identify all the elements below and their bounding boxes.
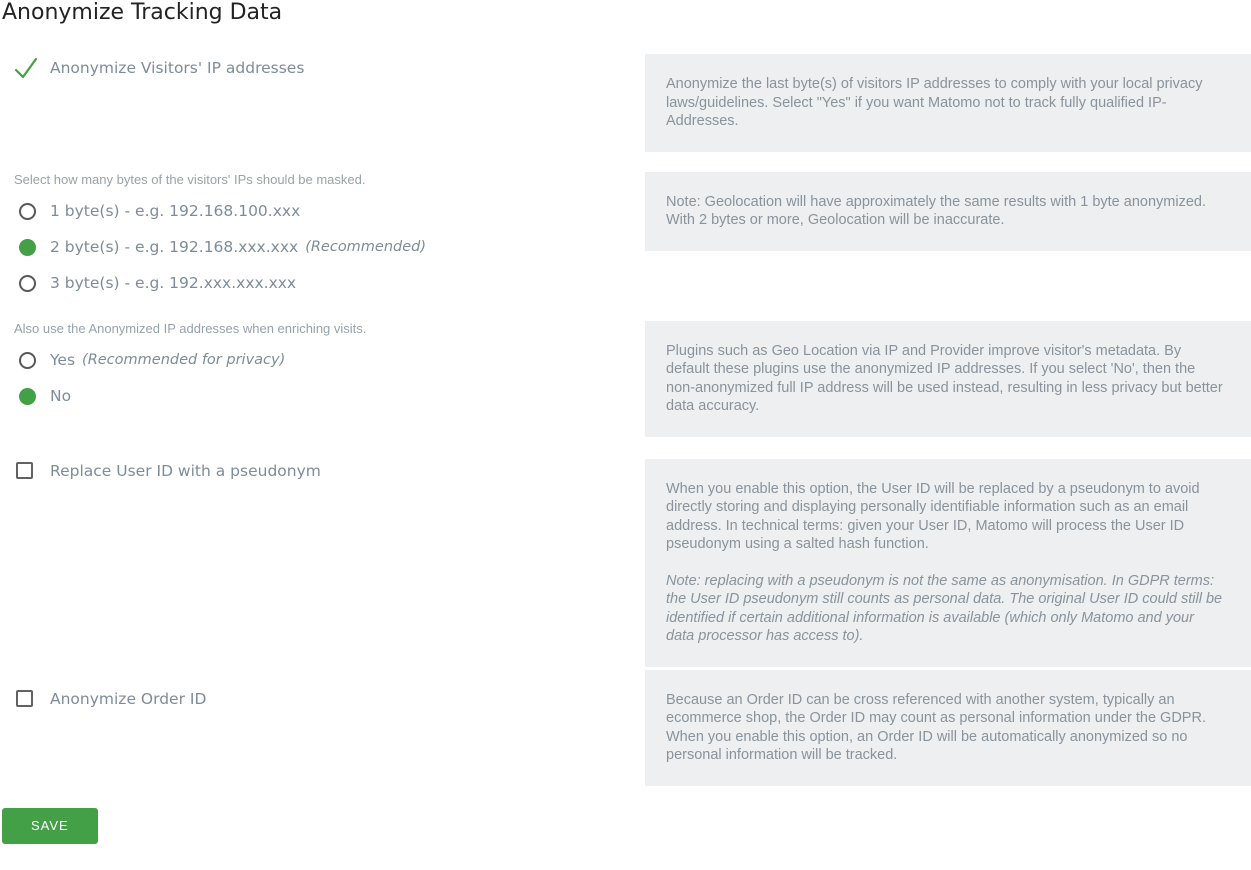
field-pseudonymize-user-id bbox=[0, 459, 1251, 667]
radio-icon[interactable] bbox=[19, 275, 36, 292]
checkbox-anonymize-ip-label: Anonymize Visitors' IP addresses bbox=[50, 59, 305, 77]
help-text: Plugins such as Geo Location via IP and Provider improve visitor's metadata. By default these plugins use the anonymized IP addresses. If you select 'No', then the non-anonymized full IP address will be used instead, resulting in less privacy but better data accuracy. bbox=[666, 342, 1223, 414]
field-mask-bytes bbox=[0, 172, 1251, 293]
checkbox-icon[interactable] bbox=[16, 690, 33, 707]
help-note-text: Note: replacing with a pseudonym is not the same as anonymisation. In GDPR terms: the User ID pseudonym still counts as personal data. The original User ID could still be identified if certain additional information is available (which only Matomo and your data processor has access to). bbox=[666, 572, 1223, 644]
check-icon bbox=[14, 57, 38, 79]
field-anonymize-ip bbox=[0, 54, 1251, 152]
help-mask-bytes bbox=[645, 172, 1251, 251]
page-title: Anonymize Tracking Data bbox=[2, 0, 283, 25]
radio-icon[interactable] bbox=[19, 352, 36, 369]
radio-mask-3-bytes[interactable]: 3 byte(s) - e.g. 192.xxx.xxx.xxx bbox=[19, 274, 645, 293]
help-text: Because an Order ID can be cross referenced with another system, typically an ecommerce shop, the Order ID may count as personal information under the GDPR. When you enable this option, an Order ID will be automatically anonymized so no personal information will be tracked. bbox=[666, 691, 1206, 763]
checkbox-anonymize-order-id-label: Anonymize Order ID bbox=[50, 689, 207, 708]
radio-mask-1-byte[interactable]: 1 byte(s) - e.g. 192.168.100.xxx bbox=[19, 202, 645, 221]
radio-enrich-no[interactable]: No bbox=[19, 387, 645, 406]
checkbox-anonymize-ip[interactable] bbox=[0, 54, 645, 79]
use-anonymized-ip-label: Also use the Anonymized IP addresses when enriching visits. bbox=[14, 320, 367, 336]
help-text: When you enable this option, the User ID will be replaced by a pseudonym to avoid directly storing and displaying personally identifiable information such as an email address. In technical terms: given your User ID, Matomo will process the User ID pseudonym using a salted hash function. bbox=[666, 480, 1200, 552]
help-text: Anonymize the last byte(s) of visitors IP addresses to comply with your local privacy laws/guidelines. Select "Yes" if you want Matomo not to track fully qualified IP-Addresses. bbox=[666, 76, 1203, 129]
checkbox-icon[interactable] bbox=[16, 462, 33, 479]
help-anonymize-order-id bbox=[645, 670, 1251, 786]
checkbox-pseudonymize-user-id[interactable] bbox=[0, 459, 645, 480]
radio-enrich-yes[interactable]: Yes (Recommended for privacy) bbox=[19, 351, 645, 370]
checkbox-anonymize-order-id[interactable] bbox=[0, 687, 645, 708]
radio-mask-2-bytes[interactable]: 2 byte(s) - e.g. 192.168.xxx.xxx (Recommended) bbox=[19, 238, 645, 257]
radio-icon[interactable] bbox=[19, 239, 36, 256]
help-text: Note: Geolocation will have approximately the same results with 1 byte anonymized. With 2 bytes or more, Geolocation will be inaccurate. bbox=[666, 193, 1206, 228]
save-button[interactable]: SAVE bbox=[2, 808, 98, 844]
help-pseudonymize-user-id bbox=[645, 459, 1251, 667]
help-use-anonymized-ip bbox=[645, 321, 1251, 437]
checkbox-pseudonymize-user-id-label: Replace User ID with a pseudonym bbox=[50, 461, 321, 480]
radio-icon[interactable] bbox=[19, 388, 36, 405]
radio-icon[interactable] bbox=[19, 203, 36, 220]
mask-bytes-label: Select how many bytes of the visitors' IPs should be masked. bbox=[14, 171, 366, 187]
field-use-anonymized-ip bbox=[0, 321, 1251, 437]
help-anonymize-ip bbox=[645, 54, 1251, 152]
